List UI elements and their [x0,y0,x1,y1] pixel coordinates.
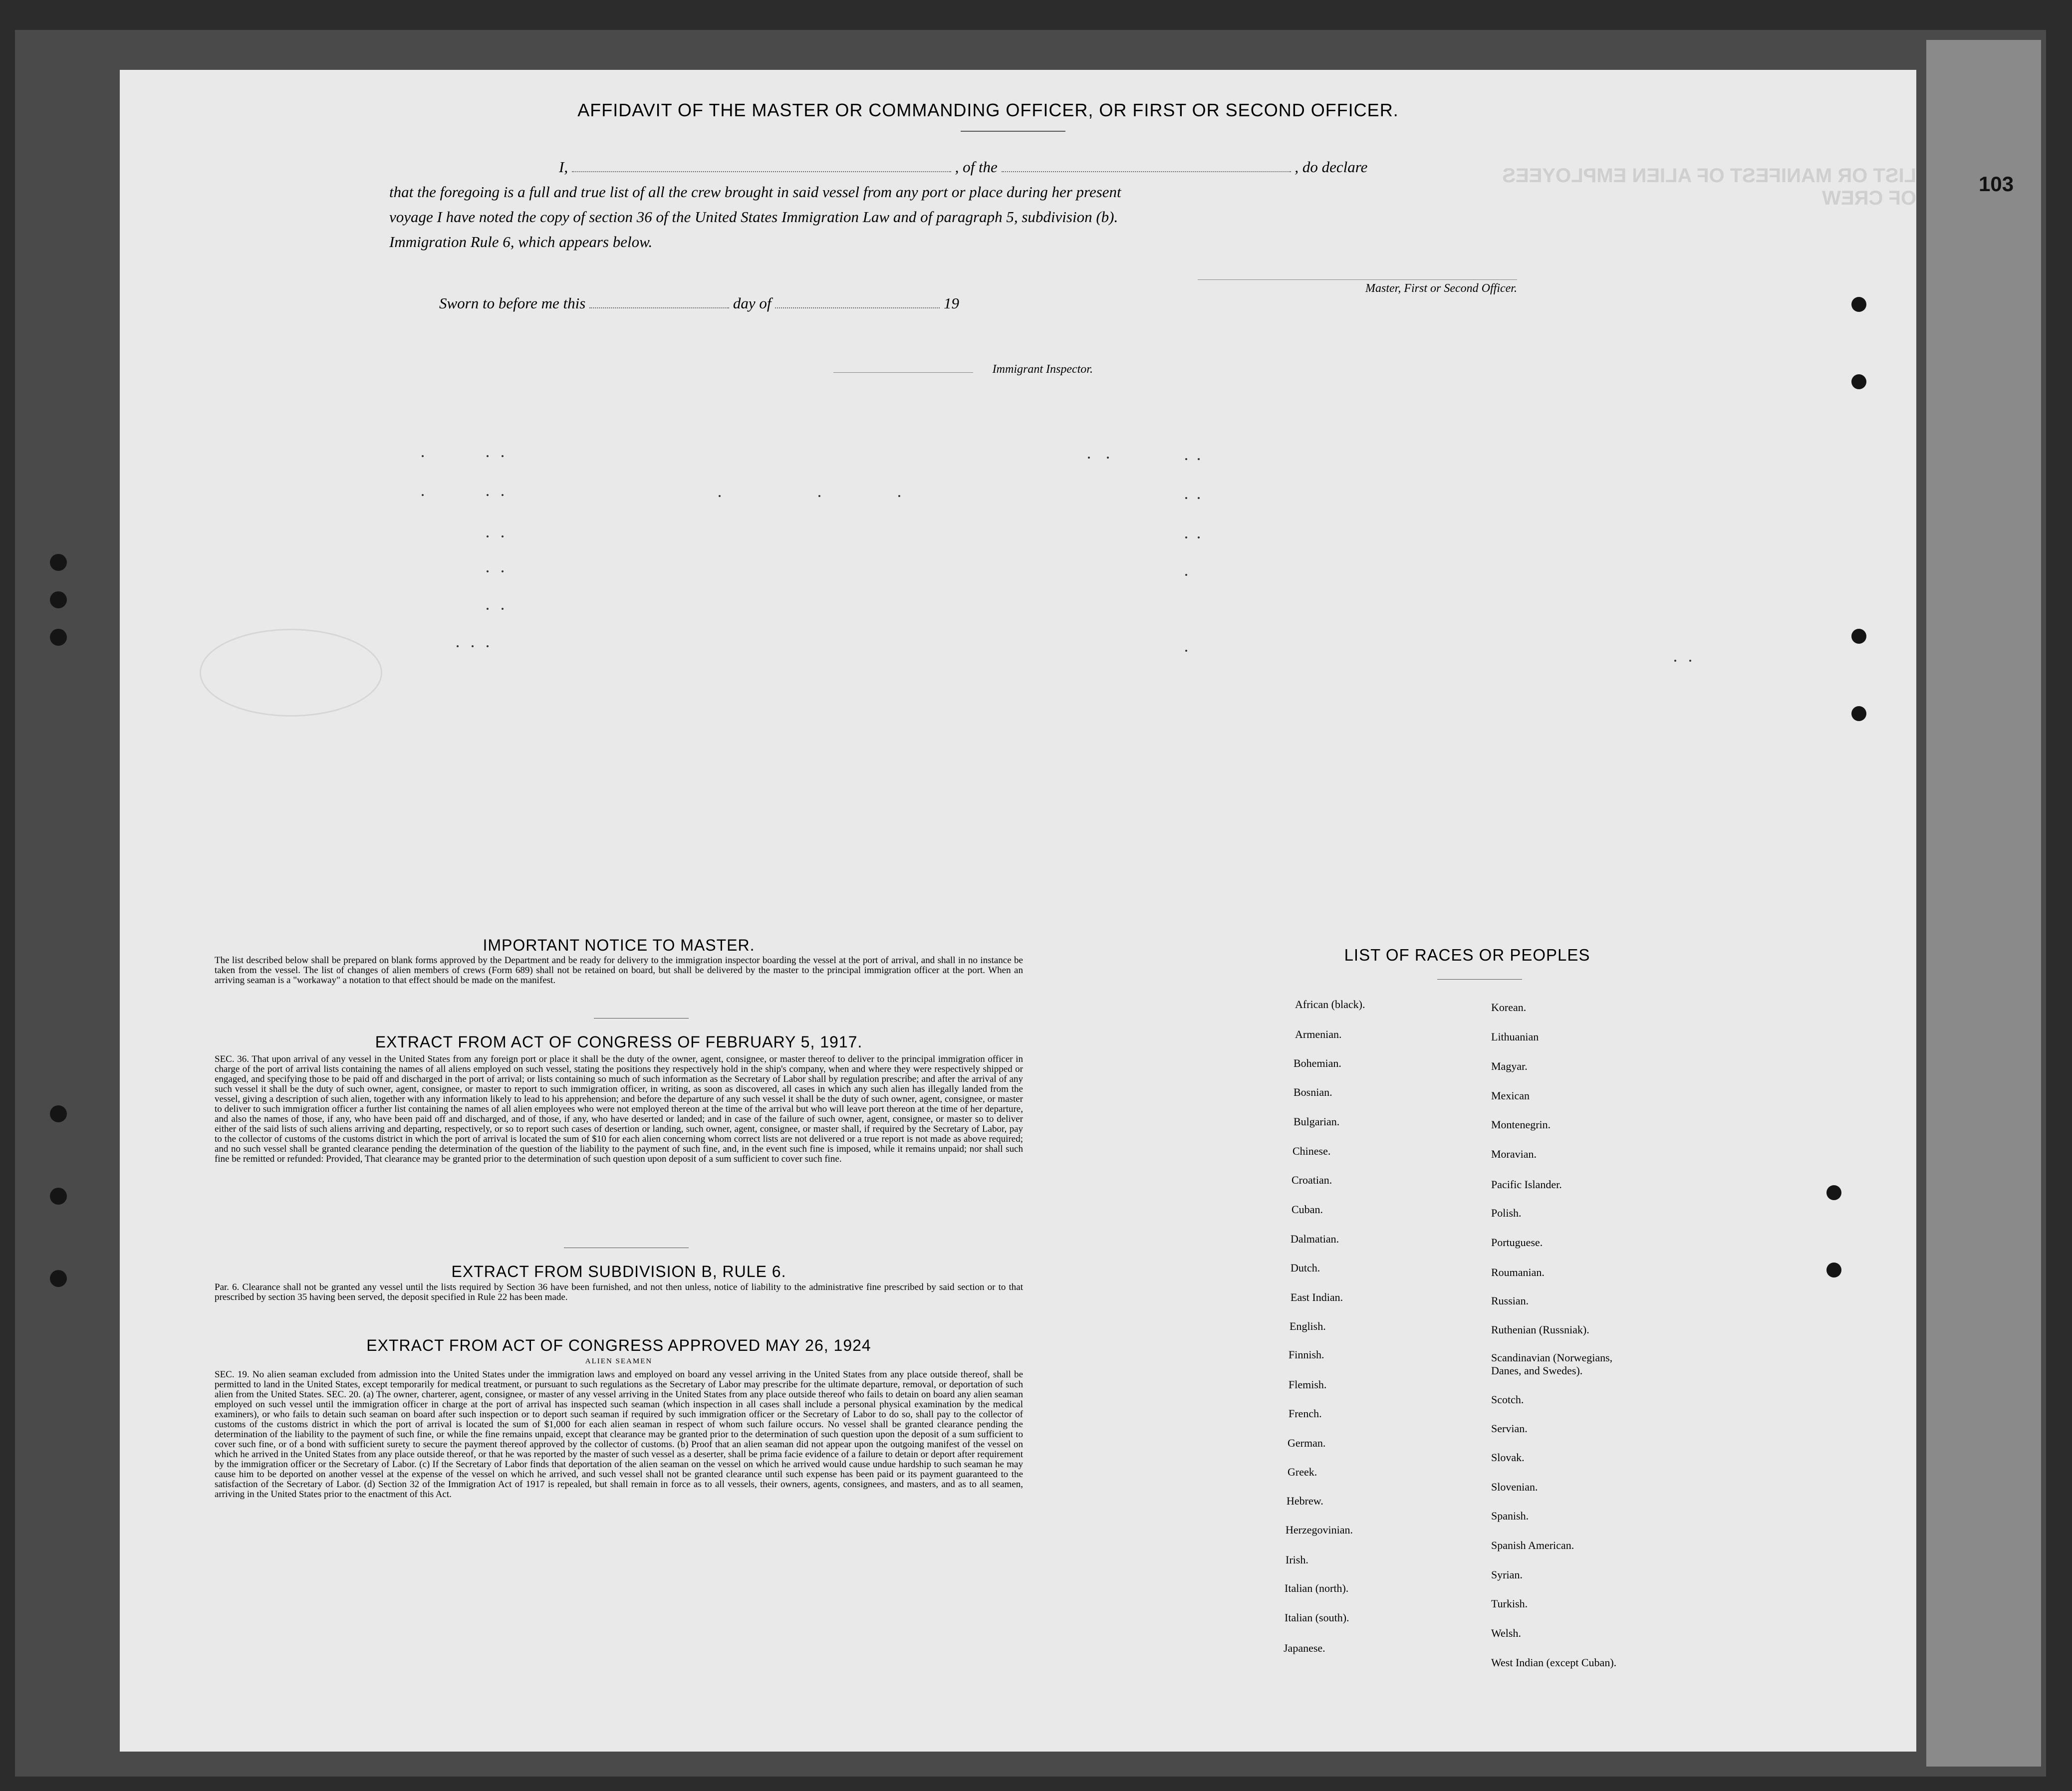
extract-1917-body: SEC. 36. That upon arrival of any vessel in the United States from any foreign port or place it shall be the duty of the owner, agent, consignee, or master thereof to deliver to the principal immigration officer in charge of the port of arrival lists containing the names of all aliens employed on such vessel, stating the positions they respectively hold in the ship's company, when and where they were respectively shipped or engaged, and specifying those to be paid off and discharged in the port of arrival; or lists containing so much of such information as the Secretary of Labor shall by regulation prescribe; and after the arrival of any such vessel it shall be the duty of such owner, agent, consignee, or master to report to such immigration officer, in writing, as soon as discovered, all cases in which any such alien has illegally landed from the vessel, giving a description of such alien, together with any information likely to lead to his apprehension; and before the departure of any such vessel it shall be the duty of such owner, agent, consignee, or master to deliver to such immigration officer a further list containing the names of all alien employees who were not employed thereon at the time of the arrival but who will leave port thereon at the time of her departure, and also the names of those, if any, who have been paid off and discharged, and of those, if any, who have deserted or landed; and in case of the failure of such owner, agent, consignee, or master so to deliver either of the said lists of such aliens arriving and departing, respectively, or so to report such cases of desertion or landing, such owner, agent, consignee, or master shall, if required by the Secretary of Labor, pay to the collector of customs of the customs district in which the port of arrival is located the sum of $10 for each alien concerning whom correct lists are not delivered or a true report is not made as above required; and no such vessel shall be granted clearance pending the determination of the question of the liability to the payment of such fine, and, in the event such fine is imposed, while it remains unpaid; nor shall such fine be remitted or refunded: Provided, That clearance may be granted prior to the determination of such question upon deposit of a sum sufficient to cover such fine. [215,1054,1023,1164]
ditto-mark [1185,458,1187,460]
ditto-mark [1198,536,1200,538]
notice-body: The list described below shall be prepared on blank forms approved by the Department and be ready for delivery to the immigration inspector boarding the vessel at the port of arrival, and shall in no instance be taken from the vessel. The list of changes of alien members of crews (Form 689) shall not be retained on board, but shall be delivered by the master to the principal immigration officer at the port. When an arriving seaman is a "workaway" a notation to that effect should be made on the manifest. [215,955,1023,986]
race-item: Slovenian. [1491,1481,1538,1493]
declaration-line-1 [389,155,1552,180]
race-item: Servian. [1491,1422,1528,1435]
races-divider [1437,979,1522,980]
race-item: Roumanian. [1491,1266,1545,1279]
declaration-line-3: voyage I have noted the copy of section 36 of the United States Immigration Law and of paragraph 5, subdivision (b). [389,208,1118,226]
inspector-label: Immigrant Inspector. [992,363,1093,376]
race-item: German. [1288,1437,1326,1449]
extract-1924-title: EXTRACT FROM ACT OF CONGRESS APPROVED MAY 26, 1924 [366,1336,871,1354]
sworn-day-blank[interactable] [589,294,729,308]
ditto-mark [1088,457,1090,459]
sworn-month-blank[interactable] [775,294,940,308]
race-item: Armenian. [1295,1028,1342,1040]
extract-rule6-title: EXTRACT FROM SUBDIVISION B, RULE 6. [451,1263,786,1280]
race-item: Dutch. [1291,1262,1320,1274]
binder-hole [50,591,67,608]
signature-label: Master, First or Second Officer. [1365,282,1517,295]
race-item: Russian. [1491,1294,1529,1307]
declaration-of-the: , of the [955,158,998,176]
ditto-mark [1674,660,1676,662]
race-item: French. [1289,1407,1322,1420]
race-item: English. [1290,1320,1326,1332]
race-item: Slovak. [1491,1451,1525,1464]
race-item: East Indian. [1291,1291,1343,1303]
bleed-through-heading: LIST OR MANIFEST OF ALIEN EMPLOYEES OF CREW [1502,165,1916,209]
binder-hole [1851,374,1866,389]
ditto-mark [898,495,900,497]
race-item: Ruthenian (Russniak). [1491,1323,1589,1336]
name-blank[interactable] [572,158,951,172]
race-item: Italian (north). [1285,1582,1349,1594]
binder-hole [50,1188,67,1205]
race-item: Irish. [1286,1553,1308,1566]
race-item: Polish. [1491,1207,1522,1219]
binder-hole [50,1105,67,1122]
race-item: Herzegovinian. [1286,1524,1353,1536]
declaration-text [389,155,1552,255]
notice-divider [594,1018,689,1019]
race-item: Bosnian. [1294,1086,1332,1098]
sworn-line [439,294,1088,312]
binder-hole [1851,629,1866,644]
ditto-mark [502,535,504,537]
race-item: West Indian (except Cuban). [1491,1656,1617,1669]
extract-1917-title: EXTRACT FROM ACT OF CONGRESS OF FEBRUARY 5, 1917. [375,1033,863,1051]
declaration-i: I, [559,158,568,176]
race-item: Korean. [1491,1001,1527,1014]
race-item: Spanish American. [1491,1539,1574,1551]
race-item: Scotch. [1491,1393,1524,1406]
binder-hole [1851,297,1866,312]
race-item: Finnish. [1289,1348,1324,1361]
declaration-line-2: that the foregoing is a full and true list of all the crew brought in said vessel from any port or place during her present [389,183,1121,201]
ditto-mark [487,494,489,496]
ditto-mark [457,645,459,647]
race-item: Croatian. [1292,1174,1332,1186]
page-number: 103 [1979,172,2014,196]
ditto-mark [719,495,721,497]
sworn-day-of: day of [733,294,772,312]
declaration-do-declare: , do declare [1295,158,1368,176]
binder-hole [1826,1185,1841,1200]
ditto-mark [1185,497,1187,499]
ditto-mark [1689,660,1691,662]
ditto-mark [502,455,504,457]
race-item: Bohemian. [1294,1057,1341,1069]
sworn-year: 19 [943,294,959,312]
ditto-mark [422,455,424,457]
binder-hole [1826,1263,1841,1278]
title-divider [961,131,1065,132]
ditto-mark [1198,497,1200,499]
race-item: Magyar. [1491,1060,1528,1072]
race-item: Mexican [1491,1089,1530,1102]
race-item: Pacific Islander. [1491,1178,1562,1191]
extract-rule6-body: Par. 6. Clearance shall not be granted any vessel until the lists required by Section 36 have been furnished, and not then unless, notice of liability to the administrative fine prescribed by said section or to that prescribed by section 35 having been served, the deposit specified in Rule 22 has been made. [215,1282,1023,1302]
binder-hole [1851,706,1866,721]
race-item: Bulgarian. [1294,1115,1340,1128]
race-item: Dalmatian. [1291,1233,1339,1245]
race-item: Italian (south). [1285,1611,1349,1624]
binder-hole [50,554,67,571]
bleed-through-seal [200,629,382,717]
ditto-mark [502,570,504,572]
ditto-mark [502,608,504,610]
race-item: Greek. [1288,1466,1317,1478]
ditto-mark [487,645,489,647]
race-item: Lithuanian [1491,1030,1539,1043]
races-title: LIST OF RACES OR PEOPLES [1344,946,1590,964]
extract-1924-body: SEC. 19. No alien seaman excluded from admission into the United States under the immigration laws and employed on board any vessel arriving in the United States from any place outside thereof, shall be permitted to land in the United States, except temporarily for medical treatment, or pursuant to such regulations as the Secretary of Labor may prescribe for the ultimate departure, removal, or deportation of such alien from the United States. SEC. 20. (a) The owner, charterer, agent, consignee, or master of any vessel arriving in the United States from any place outside thereof who fails to detain on board any alien seaman employed on such vessel until the immigration officer in charge at the port of arrival has inspected such seaman (which inspection in all cases shall include a personal physical examination by the medical examiners), or who fails to detain such seaman on board after such inspection or to deport such seaman if required by such immigration officer or the Secretary of Labor to do so, shall pay to the collector of customs of the customs district in which the port of arrival is located the sum of $1,000 for each alien seaman in respect of whom such failure occurs. No vessel shall be granted clearance pending the determination of the liability to the payment of such fine, or while the fine remains unpaid, except that clearance may be granted prior to the determination of such question upon the deposit of a sum sufficient to cover such fine, or of a bond with sufficient surety to secure the payment thereof approved by the collector of customs. (b) Proof that an alien seaman did not appear upon the outgoing manifest of the vessel on which he arrived in the United States from any place outside thereof, or that he was reported by the master of such vessel as a deserter, shall be prima facie evidence of a failure to detain or deport after requirement by the immigration officer or the Secretary of Labor. (c) If the Secretary of Labor finds that deportation of the alien seaman on the vessel on which he arrived would cause undue hardship to such seaman he may cause him to be deported on another vessel at the expense of the vessel on which he arrived, and such vessel shall not be granted clearance until such expense has been paid or its payment guaranteed to the satisfaction of the Secretary of Labor. (d) Section 32 of the Immigration Act of 1917 is repealed, but shall remain in force as to all vessels, their owners, agents, consignees, and masters, and as to all seamen, arriving in the United States prior to the enactment of this Act. [215,1369,1023,1500]
backing-sheet-edge [1926,40,2041,1767]
ditto-mark [1107,457,1109,459]
ditto-mark [1198,458,1200,460]
binder-hole [50,1270,67,1287]
race-item: Moravian. [1491,1148,1537,1160]
declaration-line-4: Immigration Rule 6, which appears below. [389,233,653,251]
ditto-mark [487,608,489,610]
race-item: African (black). [1295,998,1365,1011]
race-item: Portuguese. [1491,1236,1543,1249]
race-item: Welsh. [1491,1627,1521,1639]
ditto-mark [487,535,489,537]
race-item: Japanese. [1284,1642,1325,1654]
race-item: Turkish. [1491,1597,1528,1610]
notice-title: IMPORTANT NOTICE TO MASTER. [483,936,755,954]
ditto-mark [1185,536,1187,538]
signature-line [1198,279,1517,280]
ditto-mark [472,645,474,647]
race-item: Scandinavian (Norwegians, Danes, and Swedes). [1491,1351,1613,1377]
ditto-mark [487,570,489,572]
ditto-mark [818,495,820,497]
race-item: Cuban. [1292,1203,1323,1216]
ditto-mark [1185,574,1187,576]
ditto-mark [422,494,424,496]
vessel-blank[interactable] [1002,158,1291,172]
binder-hole [50,629,67,646]
race-item: Flemish. [1289,1378,1327,1391]
ditto-mark [1185,650,1187,652]
sworn-start: Sworn to before me this [439,294,586,312]
race-item: Chinese. [1293,1145,1331,1157]
ditto-mark [487,455,489,457]
extract-1924-subtitle: ALIEN SEAMEN [585,1357,653,1365]
race-item: Spanish. [1491,1510,1529,1522]
ditto-mark [502,494,504,496]
race-item: Syrian. [1491,1568,1523,1581]
affidavit-title: AFFIDAVIT OF THE MASTER OR COMMANDING OFFICER, OR FIRST OR SECOND OFFICER. [577,100,1399,120]
race-item: Hebrew. [1287,1495,1323,1507]
race-item: Montenegrin. [1491,1118,1551,1131]
